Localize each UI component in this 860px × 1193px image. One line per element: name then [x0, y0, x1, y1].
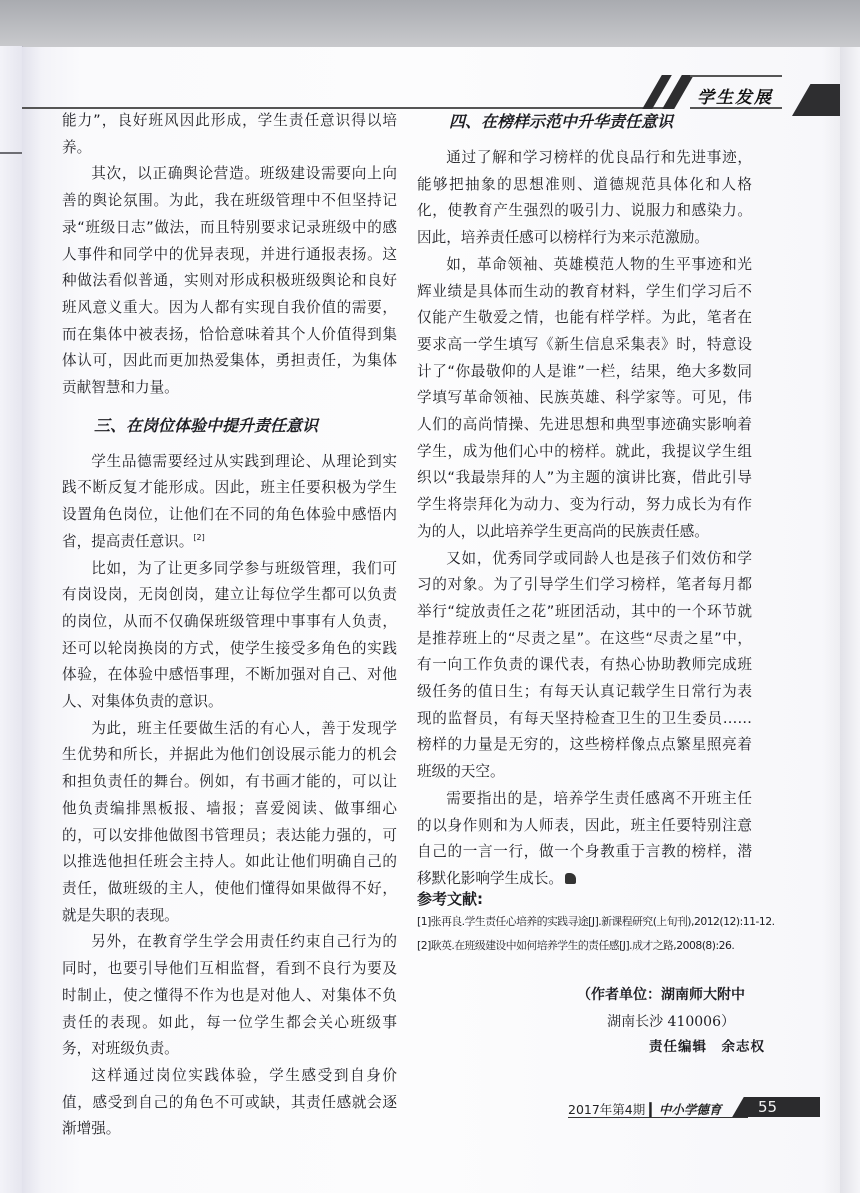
paragraph: [417, 786, 752, 893]
paragraph: [62, 449, 397, 556]
paragraph: 又如，优秀同学或同龄人也是孩子们效仿和学习的对象。为了引导学生们学习榜样，笔者每月都举行“绽放责任之花”班团活动，其中的一个环节就是推荐班上的“尽责之星”。在这些“尽责之星”中，有一向工作负责的课代表，有热心协助教师完成班级任务的值日生；有每天认真记载学生日常行为表现的监督员，有每天坚持检查卫生的卫生委员……榜样的力量是无穷的，这些榜样像点点繁星照亮着班级的天空。: [417, 549, 752, 781]
paragraph: 如，革命领袖、英雄模范人物的生平事迹和光辉业绩是具体而生动的教育材料，学生们学习后不仅能产生敬爱之情，也能有样学样。为此，笔者在要求高一学生填写《新生信息采集表》时，特意设计了“你最敬仰的人是谁”一栏，结果，绝大多数同学填写革命领袖、民族英雄、科学家等。可见，伟人们的高尚情操、先进思想和典型事迹确实影响着学生，成为他们心中的榜样。就此，我提议学生组织以“我最崇拜的人”为主题的演讲比赛，借此引导学生将崇拜化为动力、变为行动，努力成长为有作为的人，以此培养学生更高尚的民族责任感。: [417, 255, 752, 540]
section-title: 学生发展: [697, 88, 773, 108]
paragraph-text: 学生品德需要经过从实践到理论、从理论到实践不断反复才能形成。因此，班主任要积极为学生设置角色岗位，让他们在不同的角色体验中感悟内省，提高责任意识。: [62, 452, 397, 550]
left-column: [62, 108, 397, 1143]
previous-page-rule: [0, 152, 22, 154]
paragraph: 这样通过岗位实践体验，学生感受到自身价值，感受到自己的角色不可或缺，其责任感就会逐渐增强。: [62, 1066, 397, 1138]
paragraph: 比如，为了让更多同学参与班级管理，我们可有岗设岗，无岗创岗，建立让每位学生都可以负责的岗位，从而不仅确保班级管理中事事有人负责，还可以轮岗换岗的方式，使学生接受多角色的实践体验，在体验中感悟事理，不断加强对自己、对他人、对集体负责的意识。: [62, 559, 397, 711]
issue-label: 2017年第4期: [568, 1102, 646, 1117]
paragraph: 通过了解和学习榜样的优良品行和先进事迹，能够把抽象的思想准则、道德规范具体化和人格化，使教育产生强烈的吸引力、说服力和感染力。因此，培养责任感可以榜样行为来示范激励。: [417, 149, 752, 247]
citation-marker: [2]: [193, 532, 205, 542]
paragraph-text: 需要指出的是，培养学生责任感离不开班主任的以身作则和为人师表，因此，班主任要特别注意自己的一言一行，做一个身教重于言教的榜样，潜移默化影响学生成长。: [417, 789, 752, 887]
affiliation-line: （作者单位：湖南师大附中: [577, 987, 745, 1003]
author-affiliation: [577, 982, 745, 1036]
right-column: [417, 108, 752, 893]
paragraph: 为此，班主任要做生活的有心人，善于发现学生优势和所长，并据此为他们创设展示能力的机会和担负责任的舞台。例如，有书画才能的，可以让他负责编排黑板报、墙报；喜爱阅读、做事细心的，可以安排他做图书管理员；表达能力强的，可以推选他担任班会主持人。如此让他们明确自己的责任，做班级的主人，使他们懂得如果做得不好，就是失职的表现。: [62, 719, 397, 924]
scan-background: [0, 0, 860, 48]
section-heading: 三、在岗位体验中提升责任意识: [94, 415, 319, 435]
paragraph: 能力”，良好班风因此形成，学生责任意识得以培养。: [62, 112, 397, 156]
section-heading: 四、在榜样示范中升华责任意识: [449, 112, 674, 131]
next-page-edge: [840, 47, 860, 1193]
reference-item: [2]耿英.在班级建设中如何培养学生的责任感[J].成才之路,2008(8):26.: [417, 939, 735, 952]
magazine-brand: 中小学德育: [658, 1102, 722, 1117]
paragraph: 另外，在教育学生学会用责任约束自己行为的同时，也要引导他们互相监督，看到不良行为要及时制止，使之懂得不作为也是对他人、对集体不负责任的表现。如此，每一位学生都会关心班级事务，对班级负责。: [62, 933, 397, 1058]
end-of-article-icon: [565, 873, 576, 884]
references-title: 参考文献:: [417, 890, 483, 908]
previous-page-edge: [0, 46, 23, 1193]
responsible-editor: 责任编辑 余志权: [649, 1039, 765, 1055]
footer-issue: 2017年第4期 ▎中小学德育: [568, 1102, 722, 1117]
header-dark-block: [812, 84, 840, 116]
reference-item: [1]张再良.学生责任心培养的实践寻途[J].新课程研究(上旬刊),2012(12):11-12.: [417, 915, 775, 928]
references: [417, 888, 775, 958]
footer-rule: [568, 1117, 748, 1118]
paragraph: 其次，以正确舆论营造。班级建设需要向上向善的舆论氛围。为此，我在班级管理中不但坚持记录“班级日志”做法，而且特别要求记录班级中的感人事件和同学中的优异表现，并进行通报表扬。这种做法看似普通，实则对形成积极班级舆论和良好班风意义重大。因为人都有实现自我价值的需要，而在集体中被表扬，恰恰意味着其个人价值得到集体认可，因此而更加热爱集体，勇担责任，为集体贡献智慧和力量。: [62, 165, 397, 397]
affiliation-line: 湖南长沙 410006）: [607, 1014, 735, 1030]
page-number: 55: [758, 1098, 778, 1116]
